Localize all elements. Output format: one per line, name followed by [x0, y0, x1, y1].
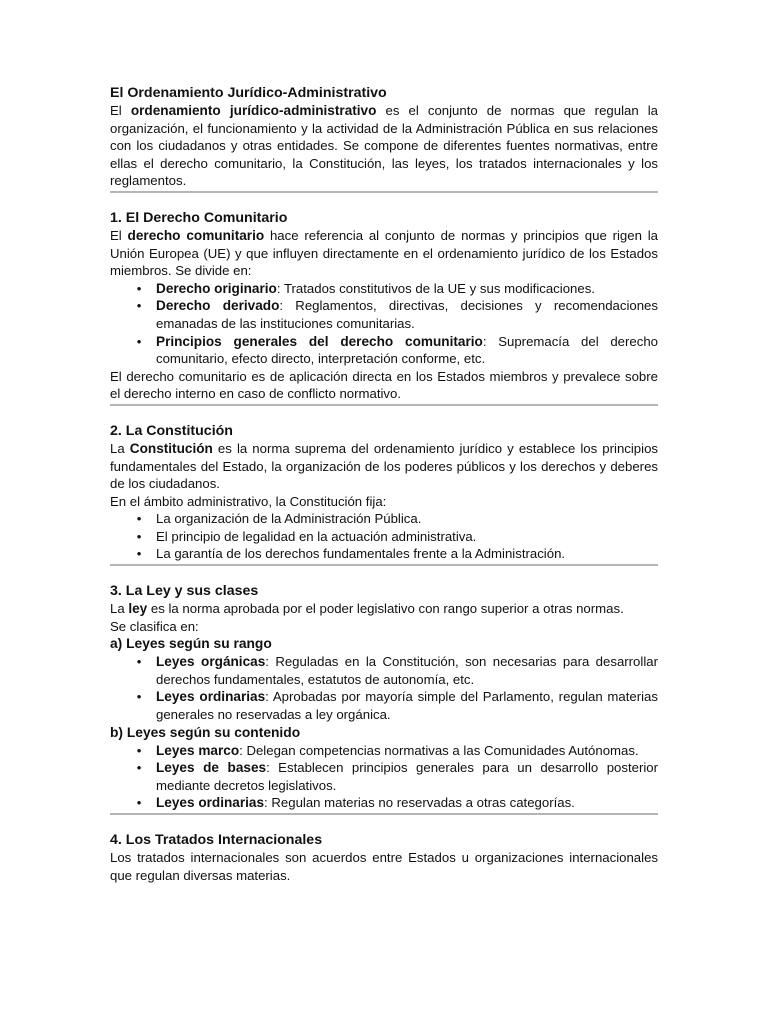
bullet-icon: •: [136, 528, 142, 544]
list-item: [136, 794, 658, 812]
text-run: hace referencia al conjunto de normas y principios que rigen la Unión Europea (UE) y que influyen directamente en el ordenamiento jurídico de los Estados miembros. Se divide en:: [110, 227, 659, 279]
list-item-term: Leyes marco: [156, 742, 240, 758]
subsection-heading: a) Leyes según su rango: [110, 636, 272, 652]
intro-term: ordenamiento jurídico-administrativo: [130, 103, 377, 118]
list-item-term: Leyes ordinarias: [156, 795, 265, 811]
text-run: es la norma suprema del ordenamiento jurídico y establece los principios fundamentales del Estado, la organización de los poderes públicos y los derechos y deberes de los ciudadanos.: [110, 440, 659, 492]
text-run: La: [110, 440, 130, 456]
text-run: El: [110, 227, 128, 243]
list-item-text: : Tratados constitutivos de la UE y sus modificaciones.: [276, 280, 595, 296]
section-divider: [110, 404, 658, 406]
text-run: es la norma aprobada por el poder legislativo con rango superior a otras normas.: [147, 601, 624, 617]
section-heading: 1. El Derecho Comunitario: [110, 209, 288, 226]
section-paragraph: [110, 440, 658, 493]
section-paragraph: [110, 600, 658, 618]
list-item: [136, 297, 658, 332]
bullet-icon: •: [136, 742, 142, 758]
list-item: [136, 688, 658, 723]
bullet-icon: •: [136, 654, 142, 670]
list-item-text: El principio de legalidad en la actuación administrativa.: [156, 528, 477, 544]
list-item: [136, 333, 658, 368]
list-item: [136, 280, 658, 298]
list-item: [136, 653, 658, 688]
bullet-icon: •: [136, 333, 142, 349]
section-paragraph: En el ámbito administrativo, la Constitución fija:: [110, 493, 387, 509]
intro-paragraph: [110, 102, 658, 190]
section-divider: [110, 564, 658, 566]
section-divider: [110, 813, 658, 815]
section-heading: 3. La Ley y sus clases: [110, 583, 259, 600]
bullet-list: [110, 653, 658, 723]
section-heading: 2. La Constitución: [110, 422, 233, 439]
intro-pre: El: [110, 103, 131, 118]
list-item: [136, 510, 658, 528]
bullet-list: [110, 742, 658, 812]
list-item: [136, 759, 658, 794]
list-item-term: Leyes orgánicas: [156, 654, 266, 670]
subsection-heading: b) Leyes según su contenido: [110, 724, 301, 740]
list-item-text: : Establecen principios generales para un desarrollo posterior mediante decretos legislativos.: [156, 760, 658, 793]
bullet-list: [110, 510, 658, 563]
list-item-text: : Reguladas en la Constitución, son necesarias para desarrollar derechos fundamentales, estatutos de autonomía, etc.: [156, 654, 658, 687]
term: Constitución: [129, 440, 213, 456]
list-item: [136, 742, 658, 760]
bullet-icon: •: [136, 280, 142, 296]
section-paragraph: [110, 227, 658, 280]
list-item: [136, 545, 658, 563]
section-paragraph: El derecho comunitario es de aplicación directa en los Estados miembros y prevalece sobre el derecho interno en caso de conflicto normativo.: [110, 368, 658, 402]
section-derecho-comunitario: [110, 209, 658, 406]
document-page: [110, 84, 658, 884]
term: derecho comunitario: [127, 227, 265, 243]
bullet-icon: •: [136, 511, 142, 527]
section-paragraph: Los tratados internacionales son acuerdos entre Estados u organizaciones internacionales que regulan diversas materias.: [110, 850, 658, 883]
list-item-term: Leyes de bases: [156, 760, 267, 776]
bullet-list: [110, 280, 658, 368]
section-paragraph: Se clasifica en:: [110, 618, 199, 634]
list-item-text: La organización de la Administración Pública.: [156, 511, 422, 527]
list-item-term: Derecho originario: [156, 280, 277, 296]
list-item-text: : Reglamentos, directivas, decisiones y recomendaciones emanadas de las instituciones comunitarias.: [156, 298, 658, 331]
intro-section: [110, 84, 658, 193]
section-constitucion: [110, 422, 658, 566]
list-item-text: : Supremacía del derecho comunitario, efecto directo, interpretación conforme, etc.: [156, 333, 658, 367]
bullet-icon: •: [136, 760, 142, 776]
list-item-text: : Delegan competencias normativas a las Comunidades Autónomas.: [239, 742, 639, 758]
bullet-icon: •: [136, 298, 142, 314]
section-ley: [110, 582, 658, 815]
list-item-term: Leyes ordinarias: [156, 689, 266, 705]
bullet-icon: •: [136, 795, 142, 811]
section-tratados: [110, 831, 658, 884]
bullet-icon: •: [136, 689, 142, 705]
document-title: El Ordenamiento Jurídico-Administrativo: [110, 85, 387, 101]
list-item: [136, 528, 658, 546]
section-divider: [110, 191, 658, 193]
list-item-text: : Aprobadas por mayoría simple del Parlamento, regulan materias generales no reservadas a ley orgánica.: [156, 689, 658, 723]
list-item-text: : Regulan materias no reservadas a otras categorías.: [264, 795, 575, 811]
list-item-term: Derecho derivado: [156, 298, 280, 314]
bullet-icon: •: [136, 546, 142, 562]
text-run: La: [110, 601, 129, 617]
section-heading: 4. Los Tratados Internacionales: [110, 832, 323, 848]
term: ley: [128, 601, 148, 617]
list-item-term: Principios generales del derecho comunitario: [156, 333, 483, 349]
list-item-text: La garantía de los derechos fundamentales frente a la Administración.: [156, 546, 566, 562]
intro-post: es el conjunto de normas que regulan la organización, el funcionamiento y la actividad de la Administración Pública en sus relaciones con los ciudadanos y otras entidades. Se compone de diferentes fuentes normativas, entre ellas el derecho comunitario, la Constitución, las leyes, los tratados internacionales y los reglamentos.: [110, 103, 659, 189]
